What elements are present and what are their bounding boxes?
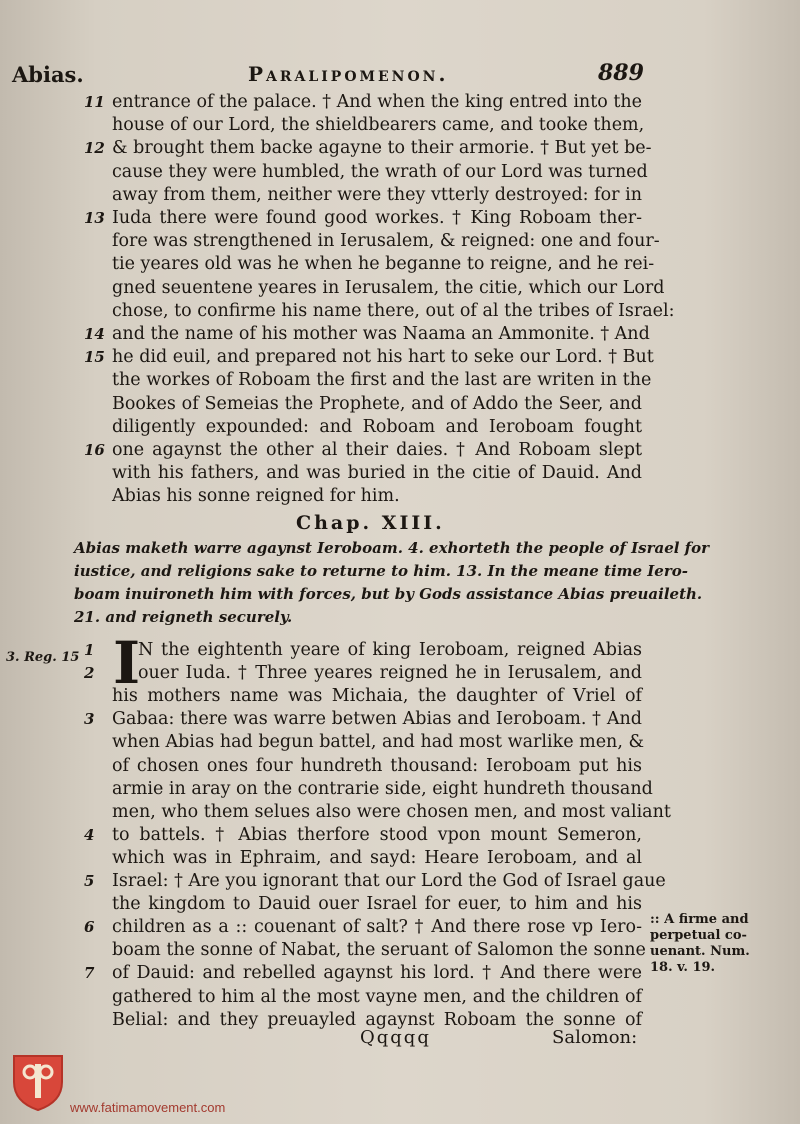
text-line: fore was strengthened in Ierusalem, & reigned: one and four-: [112, 231, 660, 252]
text-line: when Abias had begun battel, and had most warlike men, &: [112, 732, 645, 753]
text-line: gathered to him al the most vayne men, and the children of: [112, 986, 642, 1007]
verse-number: 5: [84, 872, 95, 890]
text-line: cause they were humbled, the wrath of our Lord was turned: [112, 161, 648, 182]
summary-line: 21. and reigneth securely.: [74, 608, 293, 626]
verse-number: 6: [84, 918, 95, 937]
text-line: gned seuentene yeares in Ierusalem, the citie, which our Lord: [112, 277, 665, 298]
verse-number: 15: [84, 348, 105, 367]
text-line: Gabaa: there was warre betwen Abias and Ieroboam. † And: [112, 709, 642, 730]
text-line: with his fathers, and was buried in the citie of Dauid. And: [112, 463, 642, 484]
verse-number: 13: [84, 209, 105, 227]
margin-cross-reference: 3. Reg. 15: [6, 650, 80, 665]
text-line: entrance of the palace. † And when the king entred into the: [112, 92, 642, 112]
text-line: the kingdom to Dauid ouer Israel for euer, to him and his: [112, 894, 642, 915]
summary-line: iustice, and religions sake to returne to him. 13. In the meane time Iero-: [74, 562, 688, 580]
verse-number: 11: [84, 93, 105, 111]
summary-line: Abias maketh warre agaynst Ieroboam. 4. exhorteth the people of Israel for: [74, 539, 710, 557]
text-line: to battels. † Abias therfore stood vpon mount Semeron,: [112, 824, 642, 845]
text-line: armie in aray on the contrarie side, eight hundreth thousand: [112, 778, 653, 799]
verse-number: 3: [84, 710, 95, 729]
margin-note-line: uenant. Num.: [650, 944, 750, 959]
margin-note-line: :: A firme and: [650, 912, 749, 927]
header-title: Paralipomenon.: [248, 62, 449, 86]
drop-cap: I: [113, 629, 141, 697]
text-line: of Dauid: and rebelled agaynst his lord. † And there were: [112, 963, 642, 984]
shield-logo-icon: [10, 1052, 66, 1112]
text-line: diligently expounded: and Roboam and Ieroboam fought: [112, 416, 642, 437]
text-line: Iuda there were found good workes. † King Roboam ther-: [112, 208, 642, 228]
text-line: the workes of Roboam the first and the last are writen in the: [112, 370, 652, 391]
text-line: he did euil, and prepared not his hart to seke our Lord. † But: [112, 347, 654, 368]
text-line: tie yeares old was he when he beganne to reigne, and he rei-: [112, 254, 655, 275]
text-line: men, who them selues also were chosen men, and most valiant: [112, 801, 671, 822]
text-line: house of our Lord, the shieldbearers came, and tooke them,: [112, 115, 645, 136]
text-line: away from them, neither were they vtterly destroyed: for in: [112, 184, 642, 205]
text-line: Bookes of Semeias the Prophete, and of Addo the Seer, and: [112, 393, 642, 414]
verse-number: 16: [84, 441, 105, 459]
watermark-url: www.fatimamovement.com: [70, 1100, 226, 1115]
text-line: Abias his sonne reigned for him.: [112, 486, 400, 507]
text-line: Israel: † Are you ignorant that our Lord the God of Israel gaue: [112, 871, 666, 891]
verse-number: 4: [84, 825, 95, 844]
text-line: which was in Ephraim, and sayd: Heare Ieroboam, and al: [112, 847, 642, 868]
text-line: N the eightenth yeare of king Ieroboam, reigned Abias: [138, 640, 642, 660]
margin-note-line: perpetual co-: [650, 928, 747, 943]
text-line: boam the sonne of Nabat, the seruant of Salomon the sonne: [112, 940, 646, 961]
margin-note-line: 18. v. 19.: [650, 960, 716, 975]
chapter-heading: Chap. XIII.: [296, 512, 445, 534]
verse-number: 1: [84, 641, 95, 659]
verse-number: 2: [84, 664, 95, 683]
text-line: children as a :: couenant of salt? † And there rose vp Iero-: [112, 917, 642, 938]
text-line: & brought them backe agayne to their armorie. † But yet be-: [112, 138, 652, 159]
page-number: 889: [598, 60, 644, 86]
text-line: one agaynst the other al their daies. † And Roboam slept: [112, 440, 642, 460]
catchword: Salomon:: [552, 1027, 638, 1048]
verse-number: 14: [84, 325, 105, 343]
text-line: of chosen ones four hundreth thousand: Ieroboam put his: [112, 755, 642, 776]
verse-number: 7: [84, 964, 95, 983]
text-line: his mothers name was Michaia, the daughter of Vriel of: [112, 686, 642, 707]
signature-mark: Qqqqq: [360, 1027, 431, 1048]
text-line: ouer Iuda. † Three yeares reigned he in Ierusalem, and: [138, 663, 642, 684]
header-book-name: Abias.: [12, 62, 84, 87]
summary-line: boam inuironeth him with forces, but by Gods assistance Abias preuaileth.: [74, 585, 703, 603]
text-line: chose, to confirme his name there, out of al the tribes of Israel:: [112, 300, 675, 321]
verse-number: 12: [84, 139, 105, 158]
running-header: [0, 58, 800, 92]
text-line: and the name of his mother was Naama an Ammonite. † And: [112, 324, 650, 344]
text-line: Belial: and they preuayled agaynst Roboam the sonne of: [112, 1009, 642, 1030]
